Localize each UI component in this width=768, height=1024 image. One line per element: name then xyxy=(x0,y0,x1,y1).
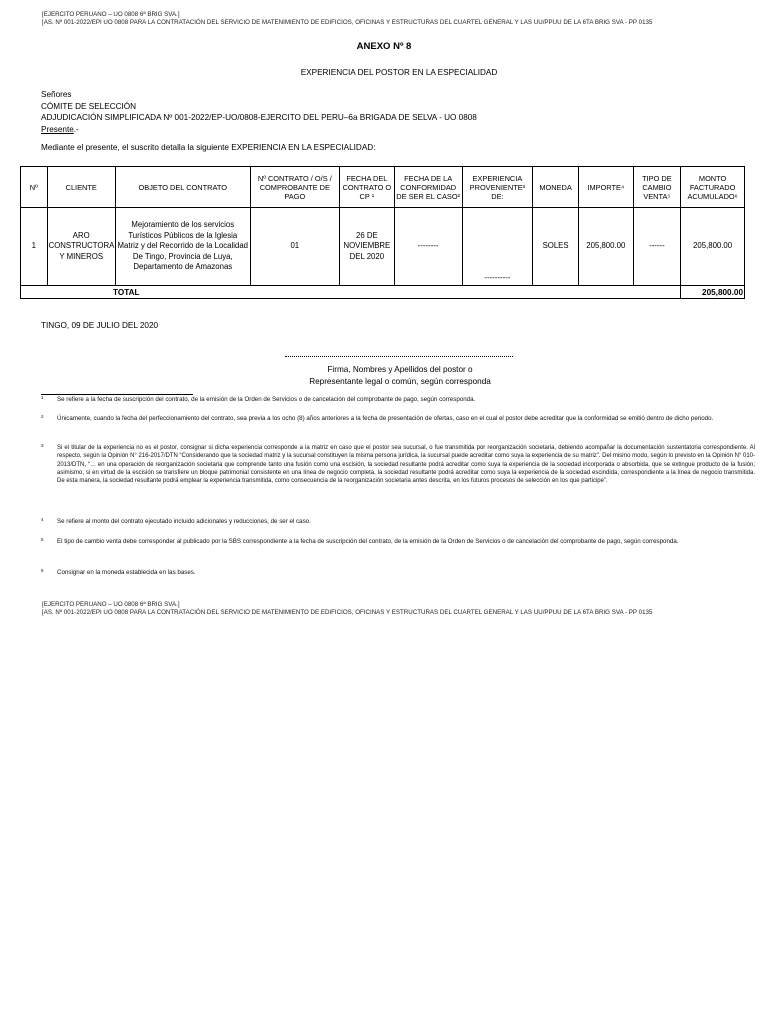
addressee-line-4 xyxy=(41,124,477,136)
header-cliente: CLIENTE xyxy=(47,167,115,208)
header-tipo-cambio: TIPO DE CAMBIO VENTA⁵ xyxy=(633,167,681,208)
header-fecha-conformidad: FECHA DE LA CONFORMIDAD DE SER EL CASO² xyxy=(394,167,462,208)
footnote xyxy=(41,538,755,547)
cell-experiencia xyxy=(462,208,533,286)
cell-num: 1 xyxy=(21,208,48,286)
footnote xyxy=(41,569,755,578)
place-date: TINGO, 09 DE JULIO DEL 2020 xyxy=(41,321,159,330)
footnote-number: 3 xyxy=(41,443,44,448)
header-experiencia: EXPERIENCIA PROVENIENTE³ DE: xyxy=(462,167,533,208)
cell-importe: 205,800.00 xyxy=(578,208,633,286)
footnote-number: 1 xyxy=(41,395,44,400)
footnote-text: Consignar en la moneda establecida en las bases. xyxy=(57,569,196,576)
addressee-line-1: Señores xyxy=(41,90,72,99)
total-row xyxy=(21,286,745,299)
footnote-separator xyxy=(41,394,193,395)
addressee-block xyxy=(41,89,477,135)
experience-table xyxy=(20,166,745,299)
cell-moneda: SOLES xyxy=(533,208,579,286)
footnote-number: 5 xyxy=(41,537,44,542)
presente-suffix: .- xyxy=(73,124,79,134)
total-label: TOTAL xyxy=(21,286,681,299)
cell-tipo-cambio: ------ xyxy=(633,208,681,286)
page-subtitle: EXPERIENCIA DEL POSTOR EN LA ESPECIALIDAD xyxy=(300,68,498,77)
header-importe: IMPORTE⁴ xyxy=(578,167,633,208)
signature-line-1: Firma, Nombres y Apellidos del postor o xyxy=(327,365,473,374)
footnote-text: Si el titular de la experiencia no es el postor, consignar si dicha experiencia corresponde a la matriz en caso que el postor sea sucursal, o fue transmitida por reorganización societaria, debiendo acompañar la documentación sustentatoria correspondiente. Al respecto, según la Opinión N° 216-2017/DTN “Considerando que la sociedad matriz y la sucursal constituyen la misma persona jurídica, la sucursal puede acreditar como suya la experiencia de su matriz”. Del mismo modo, según lo previsto en la Opinión N° 010-2013/DTN, “… en una operación de reorganización societaria que comprende tanto una fusión como una escisión, la sociedad resultante podrá acreditar como suya la experiencia de la sociedad incorporada o absorbida, que se extingue producto de la fusión; asimismo, si en virtud de la escisión se transfiere un bloque patrimonial consistente en una línea de negocio completa, la sociedad resultante podrá acreditar como suya la experiencia de la sociedad escindida, correspondiente a la línea de negocio transmitida. De esta manera, la sociedad resultante podrá emplear la experiencia transmitida, como consecuencia de la reorganización societaria antes descrita, en los futuros procesos de selección en los que participe”. xyxy=(57,445,755,485)
footnote-number: 4 xyxy=(41,517,44,522)
cell-cliente: ARO CONSTRUCTORA Y MINEROS xyxy=(47,208,115,286)
table-row xyxy=(21,208,745,286)
footnote xyxy=(41,444,755,485)
header-line-2: [AS. Nº 001-2022/EPI UO 0808 PARA LA CONTRATACIÓN DEL SERVICIO DE MATENIMIENTO DE EDIFICIOS, OFICINAS Y ESTRUCTURAS DEL CUARTEL GENERAL Y LAS UU/PPUU DE LA 6TA BRIG SVA - PP 0135 xyxy=(42,19,653,26)
header-contrato: Nº CONTRATO / O/S / COMPROBANTE DE PAGO xyxy=(250,167,339,208)
signature-line xyxy=(285,356,513,357)
page-header xyxy=(42,11,762,27)
footnote-text: El tipo de cambio venta debe corresponder al publicado por la SBS correspondiente a la fecha de suscripción del contrato, de la emisión de la Orden de Servicios o de cancelación del comprobante de pago, según corresponda. xyxy=(57,538,679,545)
experiencia-value: ---------- xyxy=(484,273,511,282)
footnote xyxy=(41,518,755,527)
footnote-text: Únicamente, cuando la fecha del perfeccionamiento del contrato, sea previa a los ocho (8) años anteriores a la fecha de presentación de ofertas, caso en el cual el postor debe acreditar que la conformidad se emitió dentro de dicho periodo. xyxy=(57,415,714,422)
table-header-row xyxy=(21,167,745,208)
cell-monto: 205,800.00 xyxy=(681,208,745,286)
footer-line-2: [AS. Nº 001-2022/EPI UO 0808 PARA LA CONTRATACIÓN DEL SERVICIO DE MATENIMIENTO DE EDIFICIOS, OFICINAS Y ESTRUCTURAS DEL CUARTEL GENERAL Y LAS UU/PPUU DE LA 6TA BRIG SVA - PP 0135 xyxy=(42,609,653,616)
signature-line-2: Representante legal o común, según corresponda xyxy=(309,377,491,386)
cell-fecha-contrato: 26 DE NOVIEMBRE DEL 2020 xyxy=(339,208,394,286)
signature-caption xyxy=(230,364,570,388)
footnote xyxy=(41,396,755,405)
page-title: ANEXO Nº 8 xyxy=(356,41,412,52)
cell-contrato: 01 xyxy=(250,208,339,286)
intro-text: Mediante el presente, el suscrito detalla la siguiente EXPERIENCIA EN LA ESPECIALIDAD: xyxy=(41,143,376,152)
footnote-number: 6 xyxy=(41,568,44,573)
total-value: 205,800.00 xyxy=(681,286,745,299)
presente-label: Presente xyxy=(41,124,74,134)
footnote xyxy=(41,415,755,424)
footnote-text: Se refiere al monto del contrato ejecutado incluido adicionales y reducciones, de ser el caso. xyxy=(57,518,311,525)
page-footer xyxy=(42,601,762,617)
header-num: Nº xyxy=(21,167,48,208)
header-objeto: OBJETO DEL CONTRATO xyxy=(115,167,250,208)
footer-line-1: [EJERCITO PERUANO – UO 0808 6ª BRIG SVA.] xyxy=(42,601,180,608)
addressee-line-2: CÓMITE DE SELECCIÓN xyxy=(41,101,137,111)
footnote-number: 2 xyxy=(41,414,44,419)
cell-objeto: Mejoramiento de los servicios Turísticos Públicos de la Iglesia Matriz y del Recorrido de la Localidad De Tingo, Provincia de Luya, Departamento de Amazonas xyxy=(115,208,250,286)
cell-fecha-conformidad: -------- xyxy=(394,208,462,286)
header-moneda: MONEDA xyxy=(533,167,579,208)
addressee-line-3: ADJUDICACIÓN SIMPLIFICADA Nº 001-2022/EP-UO/0808-EJERCITO DEL PERU–6a BRIGADA DE SELVA - UO 0808 xyxy=(41,113,477,122)
header-line-1: [EJERCITO PERUANO – UO 0808 6ª BRIG SVA.] xyxy=(42,11,180,18)
header-monto: MONTO FACTURADO ACUMULADO⁶ xyxy=(681,167,745,208)
footnote-text: Se refiere a la fecha de suscripción del contrato, de la emisión de la Orden de Servicios o de cancelación del comprobante de pago, según corresponda. xyxy=(57,396,476,403)
header-fecha-contrato: FECHA DEL CONTRATO O CP ¹ xyxy=(339,167,394,208)
